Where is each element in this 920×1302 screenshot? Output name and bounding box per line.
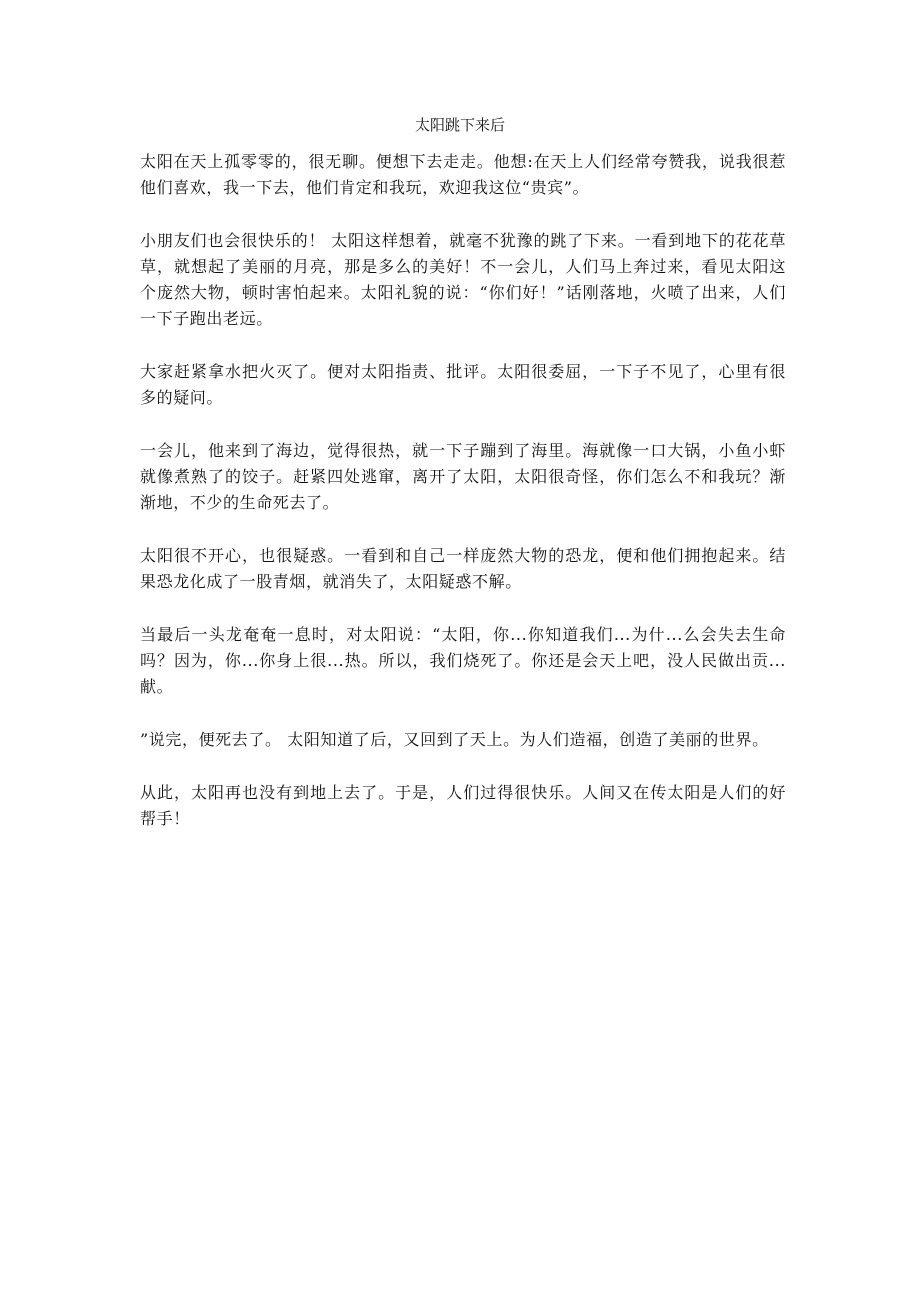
paragraph-3: 大家赶紧拿水把火灭了。便对太阳指责、批评。太阳很委屈，一下子不见了，心里有很多的疑问。: [140, 362, 786, 407]
paragraph-8: 从此，太阳再也没有到地上去了。于是，人们过得很快乐。人间又在传太阳是人们的好帮手！: [140, 783, 786, 828]
paragraph-2: 小朋友们也会很快乐的！ 太阳这样想着，就毫不犹豫的跳了下来。一看到地下的花花草草，就想起了美丽的月亮，那是多么的美好！不一会儿，人们马上奔过来，看见太阳这个庞然大物，顿时害怕起来。太阳礼貌的说：“你们好！”话刚落地，火喷了出来，人们一下子跑出老远。: [140, 231, 786, 328]
paragraph-4: 一会儿，他来到了海边，觉得很热，就一下子蹦到了海里。海就像一口大锅，小鱼小虾就像煮熟了的饺子。赶紧四处逃窜，离开了太阳，太阳很奇怪，你们怎么不和我玩？渐渐地，不少的生命死去了。: [140, 441, 786, 512]
document-title: 太阳跳下来后: [414, 116, 505, 134]
paragraph-5: 太阳很不开心，也很疑惑。一看到和自己一样庞然大物的恐龙，便和他们拥抱起来。结果恐龙化成了一股青烟，就消失了，太阳疑惑不解。: [140, 546, 786, 591]
paragraph-1: 太阳在天上孤零零的，很无聊。便想下去走走。他想:在天上人们经常夸赞我，说我很惹他们喜欢，我一下去，他们肯定和我玩，欢迎我这位“贵宾”。: [140, 152, 786, 197]
paragraph-7: ”说完，便死去了。 太阳知道了后，又回到了天上。为人们造福，创造了美丽的世界。: [140, 730, 769, 749]
document-body: [140, 149, 786, 859]
paragraph-6: 当最后一头龙奄奄一息时，对太阳说：“太阳，你...你知道我们...为什...么会失去生命吗？因为，你...你身上很...热。所以，我们烧死了。你还是会天上吧，没人民做出贡...献。: [140, 625, 786, 696]
